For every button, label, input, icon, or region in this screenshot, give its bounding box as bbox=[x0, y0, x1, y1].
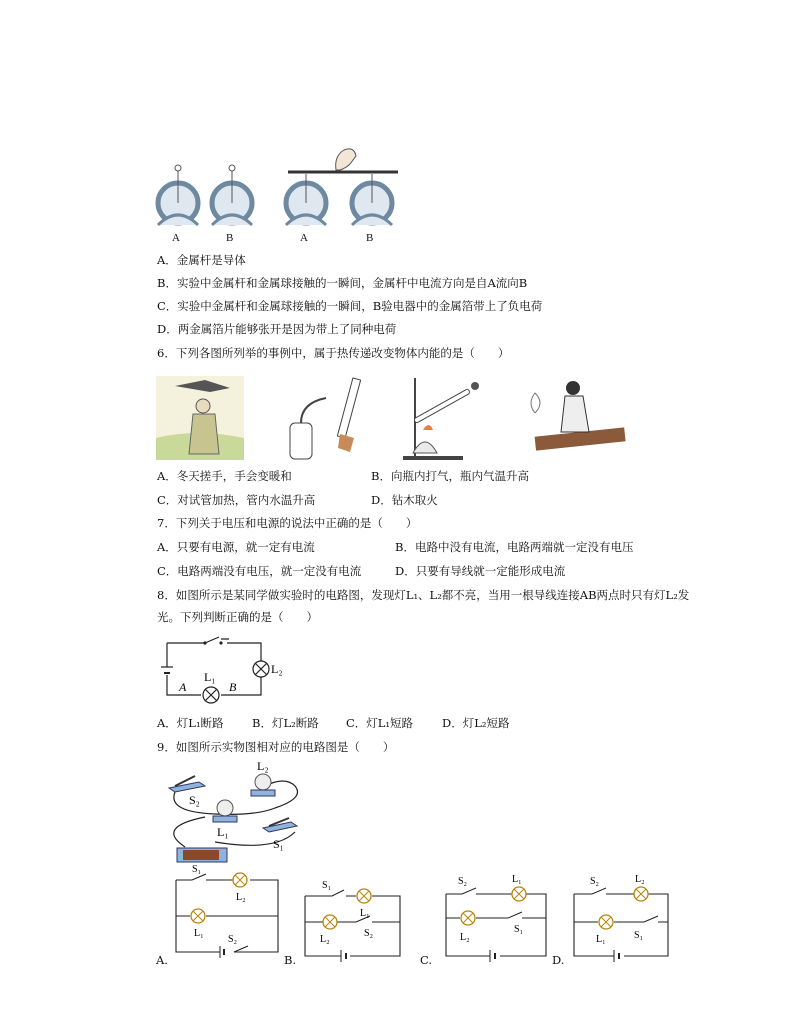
q8-circuit-diagram bbox=[155, 635, 295, 710]
q8-option-a: A．灯L₁断路 bbox=[157, 716, 224, 730]
heating-tube-image bbox=[403, 378, 479, 460]
q7-option-c: C．电路两端没有电压，就一定没有电流 bbox=[157, 564, 362, 578]
photo-l2-label: L₂ bbox=[257, 759, 269, 773]
q8-option-b: B．灯L₂断路 bbox=[252, 716, 319, 730]
q5-option-c: C．实验中金属杆和金属球接触的一瞬间，B验电器中的金属箔带上了负电荷 bbox=[157, 299, 543, 313]
switch-s2-icon bbox=[169, 776, 205, 792]
electroscope-b-right bbox=[352, 174, 392, 225]
bulb-l2-icon bbox=[251, 774, 275, 796]
photo-l1-label: L₁ bbox=[217, 825, 229, 839]
electroscope-a-left bbox=[158, 165, 198, 225]
q7-stem: 7．下列关于电压和电源的说法中正确的是（ ） bbox=[157, 516, 418, 530]
electroscope-a-right bbox=[286, 174, 326, 225]
q5-option-a: A．金属杆是导体 bbox=[157, 253, 246, 267]
choice-d-bottom-lamp: L₁ bbox=[596, 934, 606, 945]
q6-option-a: A．冬天搓手，手会变暖和 bbox=[157, 469, 292, 483]
rubbing-hands-image bbox=[156, 376, 244, 460]
choice-b-top-lamp: L₁ bbox=[360, 908, 370, 919]
choice-d-circuit bbox=[574, 874, 668, 962]
q9-physical-circuit bbox=[155, 759, 315, 867]
lamp-l1-label: L₁ bbox=[204, 670, 216, 684]
point-b-label: B bbox=[229, 680, 237, 694]
choice-d-top-lamp: L₂ bbox=[635, 874, 645, 885]
choice-a-bottom-switch: S₂ bbox=[228, 934, 238, 945]
figure-label: A bbox=[172, 232, 180, 244]
q8-stem-line1: 8．如图所示是某同学做实验时的电路图，发现灯L₁、L₂都不亮，当用一根导线连接AB两点时只有灯L₂发 bbox=[157, 588, 690, 602]
choice-a-letter: A. bbox=[156, 953, 168, 967]
figure-label: B bbox=[226, 232, 234, 244]
q6-illustrations bbox=[155, 368, 635, 463]
q6-stem: 6．下列各图所列举的事例中，属于热传递改变物体内能的是（ ） bbox=[157, 346, 510, 360]
switch-s1-icon bbox=[263, 818, 297, 832]
choice-c-top-lamp: L₁ bbox=[512, 874, 522, 885]
figure-label: A bbox=[300, 232, 308, 244]
choice-c-circuit bbox=[446, 874, 546, 962]
choice-c-bottom-lamp: L₂ bbox=[460, 932, 470, 943]
q8-stem-line2: 光。下列判断正确的是（ ） bbox=[157, 610, 318, 624]
choice-b-circuit bbox=[305, 880, 400, 962]
drill-wood-image bbox=[531, 381, 626, 451]
bulb-l1-icon bbox=[213, 800, 237, 822]
q8-option-d: D．灯L₂短路 bbox=[442, 716, 510, 730]
q6-option-c: C．对试管加热，管内水温升高 bbox=[157, 493, 316, 507]
choice-b-top-switch: S₁ bbox=[322, 880, 332, 891]
choice-b-bottom-lamp: L₂ bbox=[320, 934, 330, 945]
choice-c-bottom-switch: S₁ bbox=[514, 924, 524, 935]
lamp-l2-icon bbox=[253, 661, 269, 677]
electroscope-b-left bbox=[212, 165, 252, 225]
q5-option-b: B．实验中金属杆和金属球接触的一瞬间，金属杆中电流方向是自A流向B bbox=[157, 276, 528, 290]
q8-option-c: C．灯L₁短路 bbox=[346, 716, 414, 730]
q5-option-d: D．两金属箔片能够张开是因为带上了同种电荷 bbox=[157, 322, 397, 336]
q7-option-b: B．电路中没有电流，电路两端就一定没有电压 bbox=[395, 540, 634, 554]
figure-label: B bbox=[366, 232, 374, 244]
lamp-l1-icon bbox=[203, 687, 219, 703]
q6-option-b: B．向瓶内打气，瓶内气温升高 bbox=[371, 469, 529, 483]
q7-option-a: A．只要有电源，就一定有电流 bbox=[157, 540, 315, 554]
lamp-l2-label: L₂ bbox=[271, 662, 283, 676]
choice-d-bottom-switch: S₁ bbox=[634, 930, 644, 941]
choice-d-letter: D. bbox=[552, 953, 565, 967]
choice-a-top-lamp: L₂ bbox=[236, 892, 246, 903]
photo-s1-label: S₁ bbox=[273, 837, 284, 851]
battery-icon bbox=[177, 848, 227, 862]
choice-c-letter: C. bbox=[420, 953, 433, 967]
choice-b-bottom-switch: S₂ bbox=[364, 928, 374, 939]
point-a-label: A bbox=[179, 680, 187, 694]
choice-b-letter: B. bbox=[284, 953, 297, 967]
photo-s2-label: S₂ bbox=[189, 793, 200, 807]
choice-a-circuit bbox=[176, 864, 278, 958]
choice-d-top-switch: S₂ bbox=[590, 876, 600, 887]
choice-a-top-switch: S₁ bbox=[192, 864, 202, 875]
q7-option-d: D．只要有导线就一定能形成电流 bbox=[395, 564, 566, 578]
choice-c-top-switch: S₂ bbox=[458, 876, 468, 887]
air-pump-image bbox=[290, 378, 361, 459]
q6-option-d: D．钻木取火 bbox=[371, 493, 438, 507]
q9-stem: 9．如图所示实物图相对应的电路图是（ ） bbox=[157, 740, 395, 754]
choice-a-bottom-lamp: L₁ bbox=[194, 928, 204, 939]
